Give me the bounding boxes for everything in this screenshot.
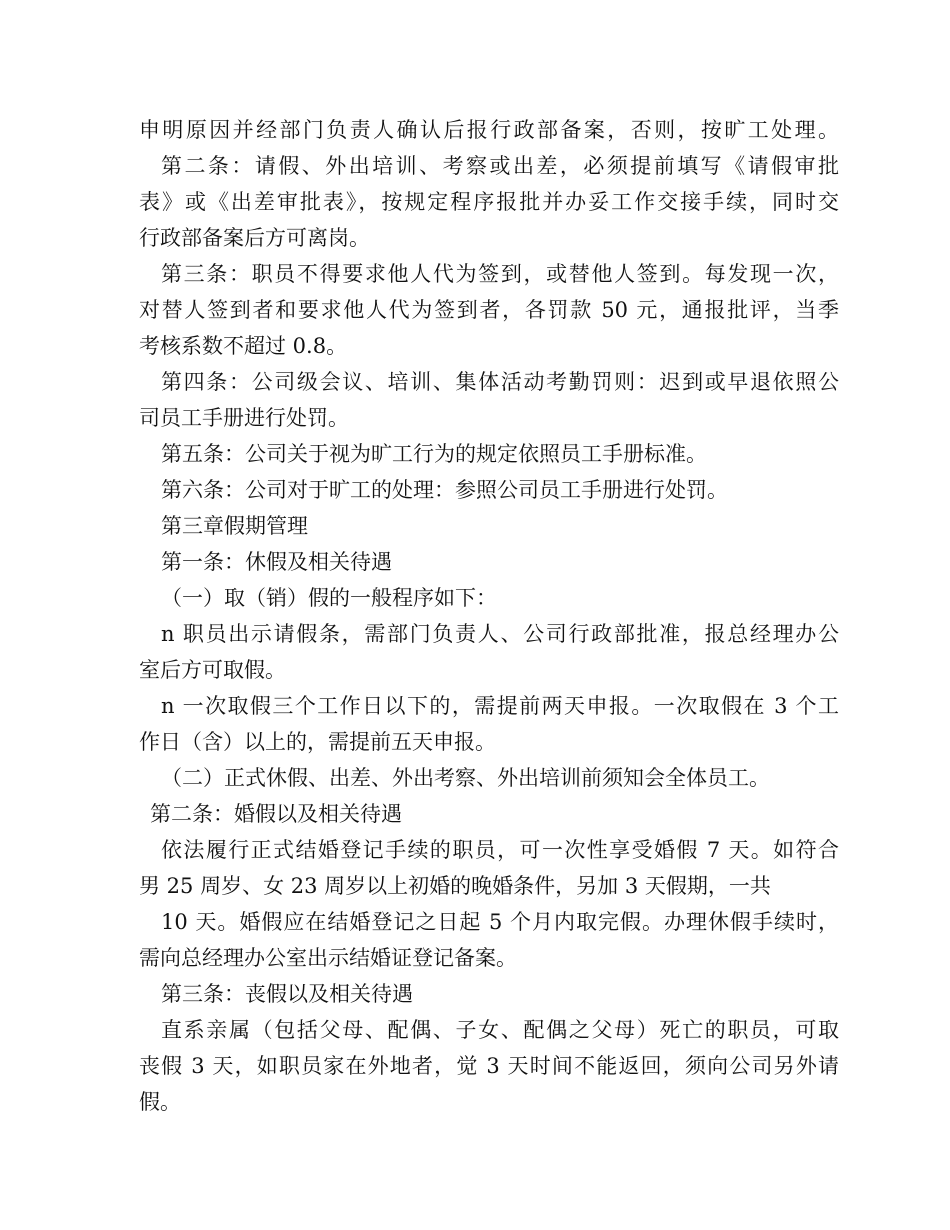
body-text-line: 依法履行正式结婚登记手续的职员，可一次性享受婚假 7 天。如符合: [161, 838, 839, 862]
chapter-heading: 第三章假期管理: [161, 514, 308, 538]
body-text-line: 丧假 3 天，如职员家在外地者，觉 3 天时间不能返回，须向公司另外请: [139, 1054, 839, 1078]
article-line: 第六条：公司对于旷工的处理：参照公司员工手册进行处罚。: [161, 478, 728, 502]
body-text-line: 考核系数不超过 0.8。: [139, 334, 348, 358]
body-text-line: 对替人签到者和要求他人代为签到者，各罚款 50 元，通报批评，当季: [139, 298, 839, 322]
list-item-line: n 职员出示请假条，需部门负责人、公司行政部批准，报总经理办公: [161, 622, 839, 646]
article-line: 第三条：职员不得要求他人代为签到，或替他人签到。每发现一次，: [161, 262, 839, 286]
article-heading: 第二条：婚假以及相关待遇: [150, 802, 402, 826]
article-line: 第四条：公司级会议、培训、集体活动考勤罚则：迟到或早退依照公: [161, 370, 839, 394]
article-line: 第五条：公司关于视为旷工行为的规定依照员工手册标准。: [161, 442, 707, 466]
article-heading: 第一条：休假及相关待遇: [161, 550, 392, 574]
body-text-line: 直系亲属（包括父母、配偶、子女、配偶之父母）死亡的职员，可取: [161, 1018, 839, 1042]
body-text-line: 表》或《出差审批表》，按规定程序报批并办妥工作交接手续，同时交: [139, 190, 839, 214]
body-text-line: 司员工手册进行处罚。: [139, 406, 349, 430]
body-text-line: 申明原因并经部门负责人确认后报行政部备案，否则，按旷工处理。: [139, 118, 839, 142]
subsection-heading: （二）正式休假、出差、外出考察、外出培训前须知会全体员工。: [161, 766, 770, 790]
article-heading: 第三条：丧假以及相关待遇: [161, 982, 413, 1006]
article-line: 第二条：请假、外出培训、考察或出差，必须提前填写《请假审批: [161, 154, 839, 178]
body-text-line: 男 25 周岁、女 23 周岁以上初婚的晚婚条件，另加 3 天假期，一共: [139, 874, 771, 898]
body-text-line: 需向总经理办公室出示结婚证登记备案。: [139, 946, 517, 970]
subsection-heading: （一）取（销）假的一般程序如下：: [161, 586, 497, 610]
body-text-line: 10 天。婚假应在结婚登记之日起 5 个月内取完假。办理休假手续时，: [161, 910, 839, 934]
list-item-line: n 一次取假三个工作日以下的，需提前两天申报。一次取假在 3 个工: [161, 694, 839, 718]
body-text-line: 室后方可取假。: [139, 658, 286, 682]
body-text-line: 作日（含）以上的，需提前五天申报。: [139, 730, 496, 754]
body-text-line: 假。: [139, 1090, 181, 1114]
body-text-line: 行政部备案后方可离岗。: [139, 226, 370, 250]
